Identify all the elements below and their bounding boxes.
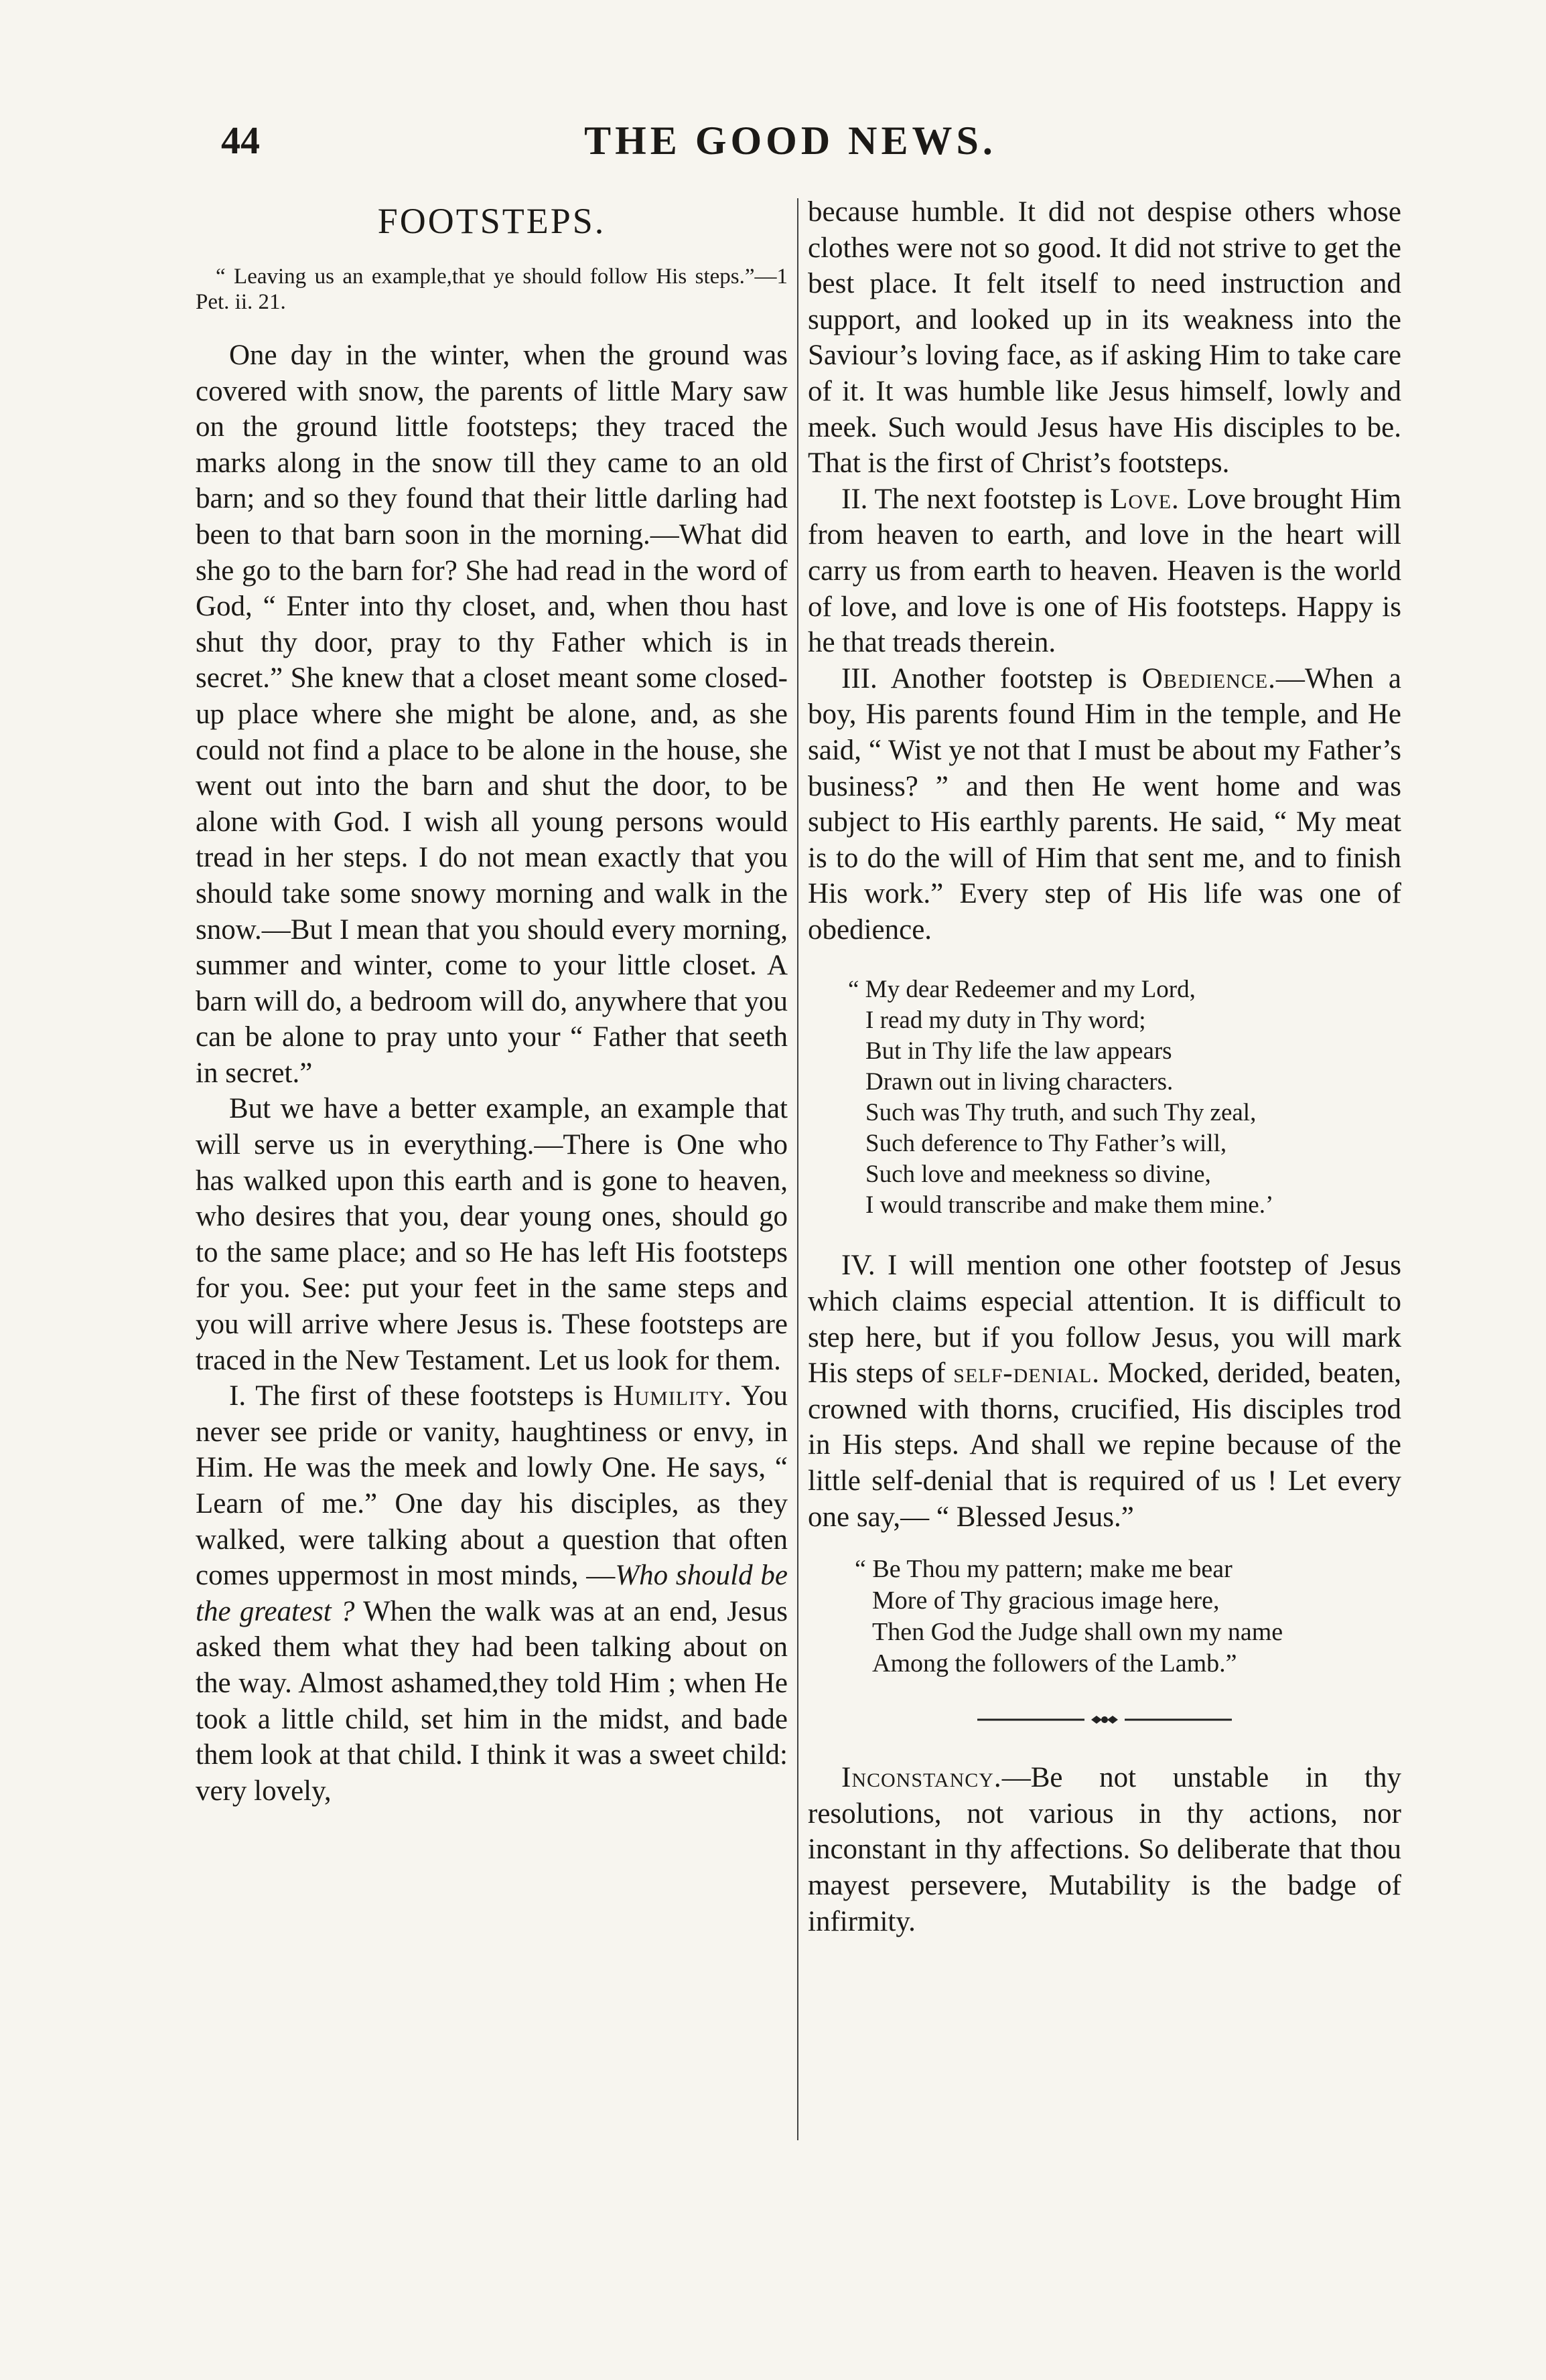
- article-title: FOOTSTEPS.: [377, 201, 606, 241]
- poem-line: Then God the Judge shall own my name: [872, 1618, 1283, 1647]
- paragraph-self-denial: [808, 1248, 1401, 1535]
- paragraph-humility-text-b: When the walk was at an end, Jesus asked them what they had been talking about on the way. Almost ashamed,they told Him ; when He took a little child, set him in the midst, and bade them look at that child. I think it was a sweet child: very lovely,: [196, 1595, 788, 1807]
- paragraph-self-denial-text-b: Mocked, derided, beaten, crowned with thorns, crucified, His disciples trod in His steps. And shall we repine because of the little self-denial that is required of us ! Let every one say,— “ Blessed Jesus.”: [808, 1357, 1402, 1533]
- paragraph-self-denial-text-a: IV. I will mention one other footstep of Jesus which claims especial attention. It is difficult to step here, but if you follow Jesus, you will mark His steps of: [808, 1250, 1401, 1390]
- paragraph-obedience-text: —When a boy, His parents found Him in the temple, and He said, “ Wist ye not that I must be about my Father’s business? ” and then He went home and was subject to His earthly parents. He said, “ My meat is to do the will of Him that sent me, and to finish His work.” Every step of His life was one of obedience.: [808, 662, 1402, 946]
- poem-line: Drawn out in living characters.: [865, 1068, 1174, 1096]
- paragraph-inconstancy: [808, 1760, 1401, 1939]
- running-title: THE GOOD NEWS.: [584, 119, 997, 163]
- paragraph-love-lead: II. The next footstep is: [841, 483, 1103, 515]
- right-column: [808, 194, 1401, 1939]
- paragraph-humility: [196, 1378, 788, 1809]
- question-italic: Who should be the greatest ?: [196, 1560, 788, 1627]
- paragraph-better-example: But we have a better example, an example that will serve us in everything.—There is One who has walked upon this earth and is gone to heaven, who desires that you, dear young ones, should go to the same place; and so He has left His footsteps for you. See: put your feet in the same steps and you will arrive where Jesus is. These footsteps are traced in the New Testament. Let us look for them.: [196, 1093, 788, 1376]
- poem-line: Among the followers of the Lamb.”: [872, 1649, 1237, 1678]
- paragraph-mary-barn: One day in the winter, when the ground was covered with snow, the parents of little Mary saw on the ground little footsteps; they traced the marks along in the snow till they came to an old barn; and so they found that their little darling had been to that barn soon in the morning.—What did she go to the barn for? She had read in the word of God, “ Enter into thy closet, and, when thou hast shut thy door, pray to thy Father which is in secret.” She knew that a closet meant some closed-up place where she might be alone, and, as she could not find a place to be alone in the house, she went out into the barn and shut the door, to be alone with God. I wish all young persons would tread in her steps. I do not mean exactly that you should take some snowy morning and walk in the snow.—But I mean that you should every morning, summer and winter, come to your little closet. A barn will do, a bedroom will do, anywhere that you can be alone to pray unto your “ Father that seeth in secret.”: [196, 340, 788, 1089]
- keyword-humility: Humility.: [613, 1380, 732, 1412]
- epigraph: “ Leaving us an example,that ye should follow His steps.”—1 Pet. ii. 21.: [196, 265, 788, 314]
- left-column: [196, 194, 788, 1809]
- section-ornament: [977, 1713, 1232, 1726]
- page-number: 44: [221, 119, 260, 162]
- poem-line: Such love and meekness so divine,: [865, 1161, 1211, 1189]
- poem-line: Such was Thy truth, and such Thy zeal,: [865, 1099, 1257, 1127]
- poem-redeemer: [808, 974, 1401, 1221]
- poem-pattern: [808, 1554, 1401, 1680]
- keyword-self-denial: self-denial.: [953, 1357, 1100, 1390]
- paragraph-obedience: [808, 661, 1401, 948]
- poem-line: More of Thy gracious image here,: [872, 1586, 1220, 1615]
- paragraph-humility-text-a: You never see pride or vanity, haughtiness or envy, in Him. He was the meek and lowly One. He says, “ Learn of me.” One day his disciples, as they walked, were talking about a question that often comes uppermost in most minds, —: [196, 1380, 788, 1592]
- page-header: [221, 118, 1360, 171]
- keyword-obedience: Obedience.: [1141, 662, 1276, 694]
- paragraph-love-text: Love brought Him from heaven to earth, and love in the heart will carry us from earth to heaven. Heaven is the world of love, and love is one of His footsteps. Happy is he that treads therein.: [808, 483, 1402, 659]
- paragraph-obedience-lead: III. Another footstep is: [841, 662, 1127, 694]
- poem-line: I read my duty in Thy word;: [865, 1007, 1146, 1035]
- keyword-love: Love.: [1110, 483, 1180, 515]
- keyword-inconstancy: Inconstancy.: [841, 1762, 1002, 1794]
- poem-line: Such deference to Thy Father’s will,: [865, 1130, 1227, 1158]
- paragraph-love: [808, 481, 1401, 661]
- poem-line: “ Be Thou my pattern; make me bear: [855, 1555, 1233, 1584]
- paragraph-humility-lead: I. The first of these footsteps is: [229, 1380, 604, 1412]
- column-divider: [797, 198, 798, 2140]
- poem-line: But in Thy life the law appears: [865, 1037, 1172, 1065]
- paragraph-continued: because humble. It did not despise others whose clothes were not so good. It did not strive to get the best place. It felt itself to need instruction and support, and looked up in its weakness into the Saviour’s loving face, as if asking Him to take care of it. It was humble like Jesus himself, lowly and meek. Such would Jesus have His disciples to be. That is the first of Christ’s footsteps.: [808, 196, 1401, 479]
- poem-line: “ My dear Redeemer and my Lord,: [848, 976, 1196, 1004]
- paragraph-inconstancy-text: —Be not unstable in thy resolutions, not various in thy actions, nor inconstant in thy affections. So deliberate that thou mayest persevere, Mutability is the badge of infirmity.: [808, 1762, 1401, 1937]
- poem-line: I would transcribe and make them mine.’: [865, 1191, 1274, 1219]
